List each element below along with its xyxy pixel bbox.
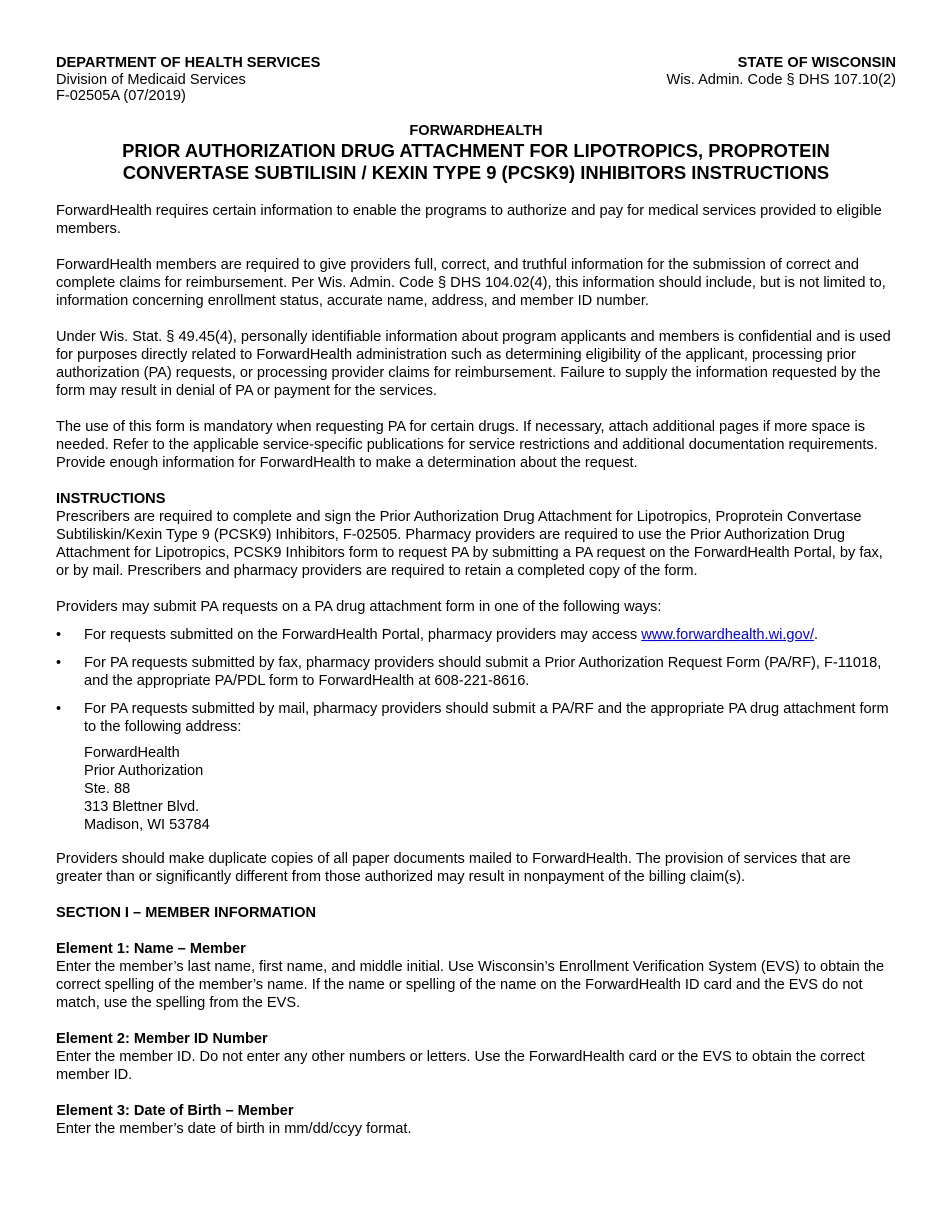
bullet-portal-text: For requests submitted on the ForwardHealth Portal, pharmacy providers may access xyxy=(84,626,642,643)
header-right xyxy=(666,55,896,105)
list-item xyxy=(56,700,896,834)
instructions-body: Prescribers are required to complete and sign the Prior Authorization Drug Attachment for Lipotropics, Proprotein Convertase Subtiliskin/Kexin Type 9 (PCSK9) Inhibitors, F-02505. Pharmacy providers are required to use the Prior Authorization Drug Attachment for Lipotropics, PCSK9 Inhibitors form to request PA by submitting a PA request on the ForwardHealth Portal, by fax, or by mail. Prescribers and pharmacy providers are required to retain a completed copy of the form. xyxy=(56,508,883,579)
element-3-block xyxy=(56,1102,896,1138)
intro-paragraph-3: Under Wis. Stat. § 49.45(4), personally identifiable information about program applicants and members is confidential and is used for purposes directly related to ForwardHealth administration such as determining eligibility of the applicant, processing prior authorization (PA) requests, or processing provider claims for reimbursement. Failure to supply the information requested by the form may result in denial of PA or payment for the services. xyxy=(56,328,891,399)
state-name: STATE OF WISCONSIN xyxy=(737,55,896,71)
intro-paragraph-2: ForwardHealth members are required to give providers full, correct, and truthful information for the submission of correct and complete claims for reimbursement. Per Wis. Admin. Code § DHS 104.02(4), this information should include, but is not limited to, information concerning enrollment status, accurate name, address, and member ID number. xyxy=(56,256,886,309)
intro-paragraph-1: ForwardHealth requires certain information to enable the programs to authorize and pay for medical services provided to eligible members. xyxy=(56,202,882,237)
element-1-block xyxy=(56,940,896,1012)
element-2-text: Enter the member ID. Do not enter any other numbers or letters. Use the ForwardHealth card or the EVS to obtain the correct member ID. xyxy=(56,1048,865,1083)
bullet-portal-end: . xyxy=(814,626,819,643)
instructions-section xyxy=(56,490,896,580)
section-1-heading: SECTION I – MEMBER INFORMATION xyxy=(56,904,316,921)
address-line: Madison, WI 53784 xyxy=(84,816,210,833)
intro-paragraph-4: The use of this form is mandatory when requesting PA for certain drugs. If necessary, attach additional pages if more space is needed. Refer to the applicable service-specific publications for service restrictions and additional documentation requirements. Provide enough information for ForwardHealth to make a determination about the request. xyxy=(56,418,878,471)
bullet-fax-text: For PA requests submitted by fax, pharmacy providers should submit a Prior Authorization Request Form (PA/RF), F-11018, and the appropriate PA/PDL form to ForwardHealth at 608-221-8616. xyxy=(84,654,882,689)
instructions-heading: INSTRUCTIONS xyxy=(56,490,166,507)
division-name: Division of Medicaid Services xyxy=(56,71,246,88)
title-line-2: CONVERTASE SUBTILISIN / KEXIN TYPE 9 (PCSK9) INHIBITORS INSTRUCTIONS xyxy=(122,161,830,183)
document-title xyxy=(56,122,896,184)
element-1-text: Enter the member’s last name, first name, and middle initial. Use Wisconsin’s Enrollment Verification System (EVS) to obtain the correct spelling of the member’s name. If the name or spelling of the name on the ForwardHealth ID card and the EVS do not match, use the spelling from the EVS. xyxy=(56,958,885,1011)
forwardhealth-portal-link[interactable]: www.forwardhealth.wi.gov/ xyxy=(641,626,815,643)
element-2-block xyxy=(56,1030,896,1084)
bullet-icon: • xyxy=(56,654,62,671)
list-item xyxy=(56,654,896,690)
admin-code: Wis. Admin. Code § DHS 107.10(2) xyxy=(666,71,896,88)
form-id: F-02505A (07/2019) xyxy=(56,88,186,104)
document-page xyxy=(56,55,896,1138)
address-line: Prior Authorization xyxy=(84,762,204,779)
element-1-title: Element 1: Name – Member xyxy=(56,940,246,957)
submission-ways-intro: Providers may submit PA requests on a PA drug attachment form in one of the following ways: xyxy=(56,598,662,615)
mailing-address xyxy=(84,744,896,834)
element-2-title: Element 2: Member ID Number xyxy=(56,1030,268,1047)
title-agency: FORWARDHEALTH xyxy=(409,122,543,139)
bullet-icon: • xyxy=(56,700,62,717)
header-left xyxy=(56,55,320,105)
title-line-1: PRIOR AUTHORIZATION DRUG ATTACHMENT FOR LIPOTROPICS, PROPROTEIN xyxy=(122,139,830,161)
bullet-mail-text: For PA requests submitted by mail, pharmacy providers should submit a PA/RF and the appropriate PA drug attachment form to the following address: xyxy=(84,700,889,735)
bullet-icon: • xyxy=(56,626,62,643)
submission-ways-list xyxy=(56,626,896,834)
element-3-title: Element 3: Date of Birth – Member xyxy=(56,1102,294,1119)
list-item xyxy=(56,626,896,644)
address-line: ForwardHealth xyxy=(84,744,180,761)
element-3-text: Enter the member’s date of birth in mm/dd/ccyy format. xyxy=(56,1120,412,1137)
department-name: DEPARTMENT OF HEALTH SERVICES xyxy=(56,55,321,71)
closing-paragraph: Providers should make duplicate copies of all paper documents mailed to ForwardHealth. The provision of services that are greater than or significantly different from those authorized may result in nonpayment of the billing claim(s). xyxy=(56,850,851,885)
address-line: Ste. 88 xyxy=(84,780,131,797)
address-line: 313 Blettner Blvd. xyxy=(84,798,200,815)
page-header xyxy=(56,55,896,105)
